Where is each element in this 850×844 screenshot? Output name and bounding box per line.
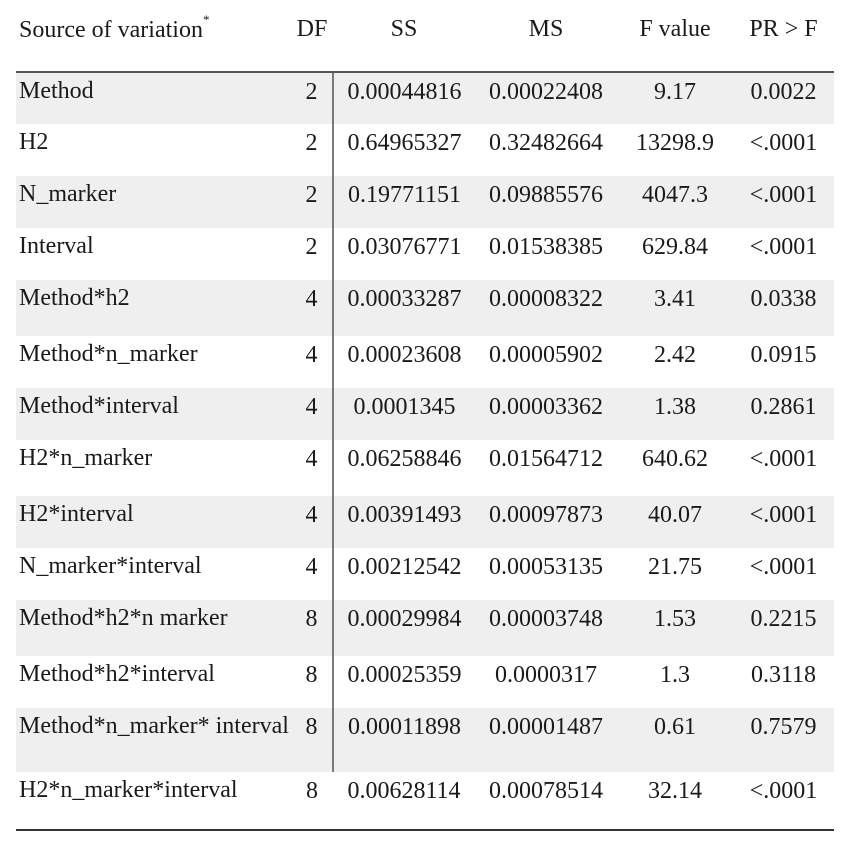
cell-pr-f: <.0001 [749, 446, 818, 472]
cell-pr-f: 0.0915 [750, 342, 817, 368]
header-row [16, 0, 834, 72]
cell-f-value: 629.84 [642, 234, 708, 260]
cell-ss: 0.00023608 [347, 342, 462, 368]
cell-ms: 0.32482664 [489, 130, 603, 156]
cell-pr-f: <.0001 [733, 176, 834, 228]
cell-f-value: 13298.9 [636, 130, 714, 156]
cell-df: 2 [291, 228, 333, 280]
cell-ms: 0.01538385 [489, 234, 603, 260]
cell-source: Method*h2*interval [19, 661, 215, 687]
cell-ss: 0.00212542 [347, 554, 462, 580]
cell-f-value: 21.75 [648, 554, 702, 580]
cell-ms: 0.00005902 [489, 342, 603, 368]
cell-pr-f: 0.3118 [750, 662, 817, 688]
cell-df: 4 [291, 336, 333, 388]
table-row [16, 228, 834, 280]
cell-df: 4 [291, 280, 333, 336]
cell-ss: 0.00033287 [333, 280, 475, 336]
cell-source: H2*n_marker [19, 445, 153, 471]
cell-ms: 0.00078514 [475, 772, 617, 830]
cell-df: 4 [291, 440, 333, 496]
cell-f-value: 2.42 [654, 342, 696, 368]
table-row [16, 496, 834, 548]
cell-pr-f: <.0001 [749, 234, 818, 260]
cell-ss: 0.06258846 [347, 446, 462, 472]
cell-f-value: 1.3 [660, 662, 690, 688]
cell-pr-f: <.0001 [733, 772, 834, 830]
cell-ms: 0.00053135 [489, 554, 603, 580]
cell-ms: 0.00008322 [475, 280, 617, 336]
cell-pr-f: 0.0022 [733, 72, 834, 124]
cell-f-value: 9.17 [617, 72, 733, 124]
cell-df: 8 [291, 600, 333, 656]
cell-ss: 0.64965327 [347, 130, 462, 156]
table-row [16, 176, 834, 228]
cell-ms: 0.00022408 [475, 72, 617, 124]
cell-ms: 0.00003748 [475, 600, 617, 656]
anova-table-container [16, 0, 834, 831]
header-pr-f: PR > F [733, 0, 834, 72]
cell-pr-f: <.0001 [749, 130, 818, 156]
anova-table [16, 0, 834, 831]
cell-df: 8 [291, 772, 333, 830]
cell-ms: 0.00003362 [475, 388, 617, 440]
cell-df: 2 [291, 124, 333, 176]
cell-ms: 0.00001487 [475, 708, 617, 772]
table-header [16, 0, 834, 72]
cell-df: 4 [291, 548, 333, 600]
cell-ss: 0.00011898 [333, 708, 475, 772]
table-row [16, 280, 834, 336]
header-ms: MS [475, 0, 617, 72]
cell-ss: 0.00628114 [333, 772, 475, 830]
cell-source: Method*h2*n marker [16, 600, 291, 656]
cell-ms: 0.00097873 [475, 496, 617, 548]
header-source-mark: * [202, 12, 210, 27]
cell-f-value: 1.38 [617, 388, 733, 440]
cell-source: H2*interval [16, 496, 291, 548]
table-row [16, 440, 834, 496]
table-row [16, 600, 834, 656]
cell-ss: 0.00029984 [333, 600, 475, 656]
header-source [16, 0, 291, 72]
cell-source: Method*n_marker* interval [16, 708, 291, 772]
cell-f-value: 640.62 [642, 446, 708, 472]
cell-df: 4 [291, 388, 333, 440]
cell-source: Interval [19, 233, 94, 259]
cell-ss: 0.19771151 [333, 176, 475, 228]
header-ss: SS [333, 0, 475, 72]
cell-f-value: 40.07 [617, 496, 733, 548]
table-row [16, 772, 834, 830]
header-f-value: F value [617, 0, 733, 72]
cell-source: Method*n_marker [19, 341, 198, 367]
cell-pr-f: <.0001 [733, 496, 834, 548]
cell-source: H2 [19, 129, 49, 155]
cell-source: Method*h2 [16, 280, 291, 336]
table-row [16, 336, 834, 388]
cell-ms: 0.09885576 [475, 176, 617, 228]
table-row [16, 708, 834, 772]
cell-df: 8 [291, 708, 333, 772]
cell-pr-f: <.0001 [749, 554, 818, 580]
table-row [16, 124, 834, 176]
cell-ms: 0.01564712 [489, 446, 603, 472]
cell-f-value: 0.61 [617, 708, 733, 772]
header-df: DF [291, 0, 333, 72]
table-row [16, 72, 834, 124]
cell-source: H2*n_marker*interval [16, 772, 291, 830]
cell-ss: 0.0001345 [333, 388, 475, 440]
cell-source: Method [16, 72, 291, 124]
cell-f-value: 3.41 [617, 280, 733, 336]
cell-df: 4 [291, 496, 333, 548]
cell-ss: 0.00025359 [347, 662, 462, 688]
cell-pr-f: 0.0338 [733, 280, 834, 336]
table-row [16, 548, 834, 600]
cell-f-value: 1.53 [617, 600, 733, 656]
table-body [16, 72, 834, 830]
table-row [16, 388, 834, 440]
table-row [16, 656, 834, 708]
cell-f-value: 32.14 [617, 772, 733, 830]
cell-pr-f: 0.2215 [733, 600, 834, 656]
cell-f-value: 4047.3 [617, 176, 733, 228]
cell-source: N_marker*interval [19, 553, 202, 579]
cell-ss: 0.03076771 [347, 234, 462, 260]
cell-df: 8 [291, 656, 333, 708]
cell-ss: 0.00044816 [333, 72, 475, 124]
cell-ms: 0.0000317 [495, 662, 597, 688]
cell-source: N_marker [16, 176, 291, 228]
cell-source: Method*interval [16, 388, 291, 440]
cell-df: 2 [291, 176, 333, 228]
cell-ss: 0.00391493 [333, 496, 475, 548]
cell-df: 2 [291, 72, 333, 124]
header-source-label: Source of variation [19, 17, 203, 43]
cell-pr-f: 0.7579 [733, 708, 834, 772]
cell-pr-f: 0.2861 [733, 388, 834, 440]
